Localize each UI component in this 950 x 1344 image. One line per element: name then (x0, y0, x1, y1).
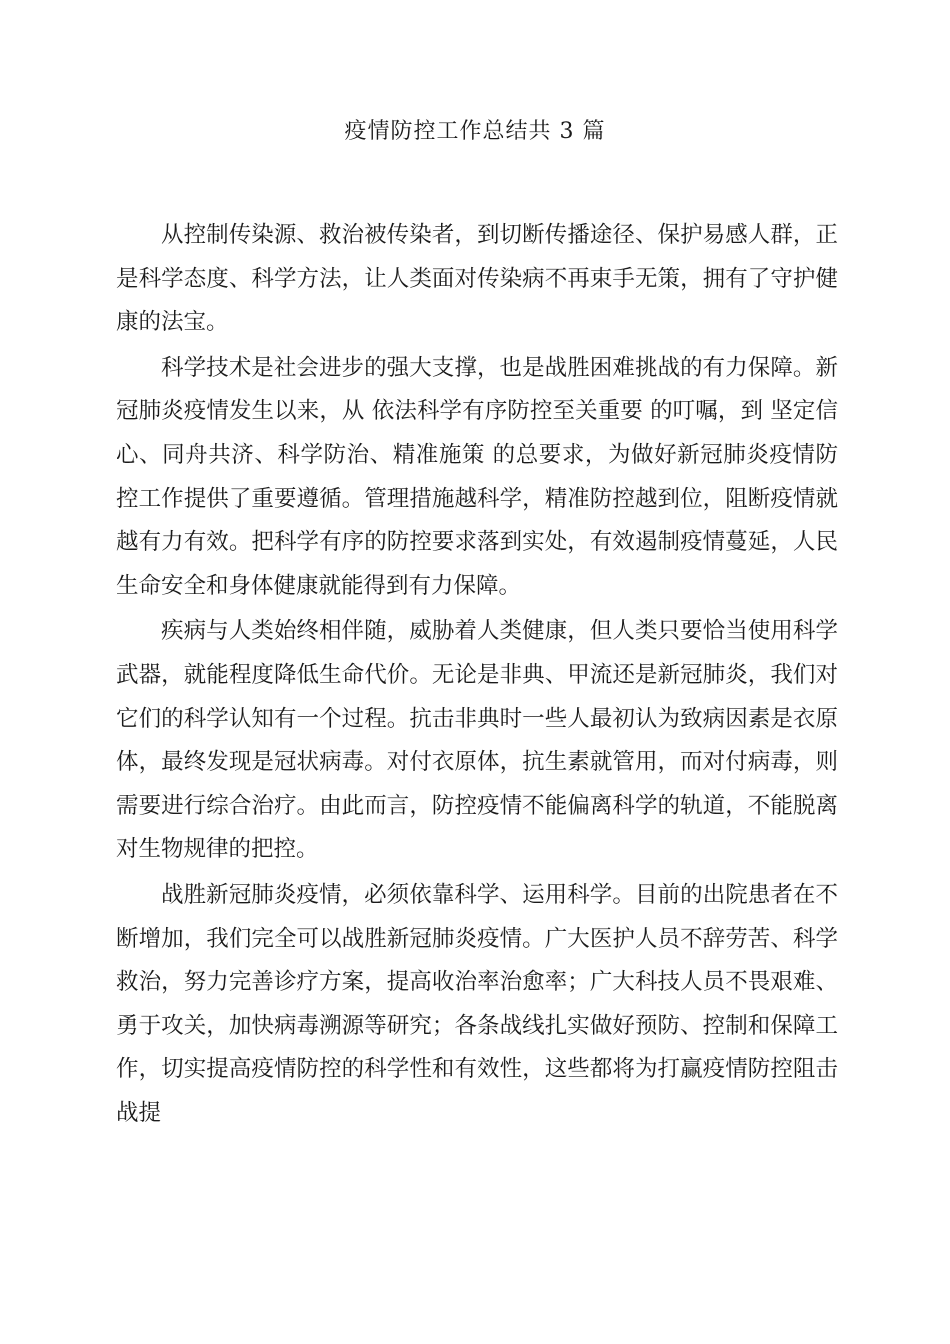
paragraph-1: 从控制传染源、救治被传染者，到切断传播途径、保护易感人群，正是科学态度、科学方法，让人类面对传染病不再束手无策，拥有了守护健康的法宝。 (116, 222, 838, 336)
document-body (116, 214, 838, 1137)
paragraph-3: 疾病与人类始终相伴随，威胁着人类健康，但人类只要恰当使用科学武器，就能程度降低生命代价。无论是非典、甲流还是新冠肺炎，我们对它们的科学认知有一个过程。抗击非典时一些人最初认为致病因素是衣原体，最终发现是冠状病毒。对付衣原体，抗生素就管用，而对付病毒，则需要进行综合治疗。由此而言，防控疫情不能偏离科学的轨道，不能脱离对生物规律的把控。 (116, 618, 838, 863)
document-title: 疫情防控工作总结共 3 篇 (344, 119, 606, 144)
paragraph-2: 科学技术是社会进步的强大支撑，也是战胜困难挑战的有力保障。新冠肺炎疫情发生以来，从 依法科学有序防控至关重要 的叮嘱，到 坚定信心、同舟共济、科学防治、精准施策 的总要求，为做好新冠肺炎疫情防控工作提供了重要遵循。管理措施越科学，精准防控越到位，阻断疫情就越有力有效。把科学有序的防控要求落到实处，有效遏制疫情蔓延，人民生命安全和身体健康就能得到有力保障。 (116, 354, 838, 599)
paragraph-4: 战胜新冠肺炎疫情，必须依靠科学、运用科学。目前的出院患者在不断增加，我们完全可以战胜新冠肺炎疫情。广大医护人员不辞劳苦、科学救治，努力完善诊疗方案，提高收治率治愈率；广大科技人员不畏艰难、勇于攻关，加快病毒溯源等研究；各条战线扎实做好预防、控制和保障工作，切实提高疫情防控的科学性和有效性，这些都将为打赢疫情防控阻击战提 (116, 881, 838, 1126)
